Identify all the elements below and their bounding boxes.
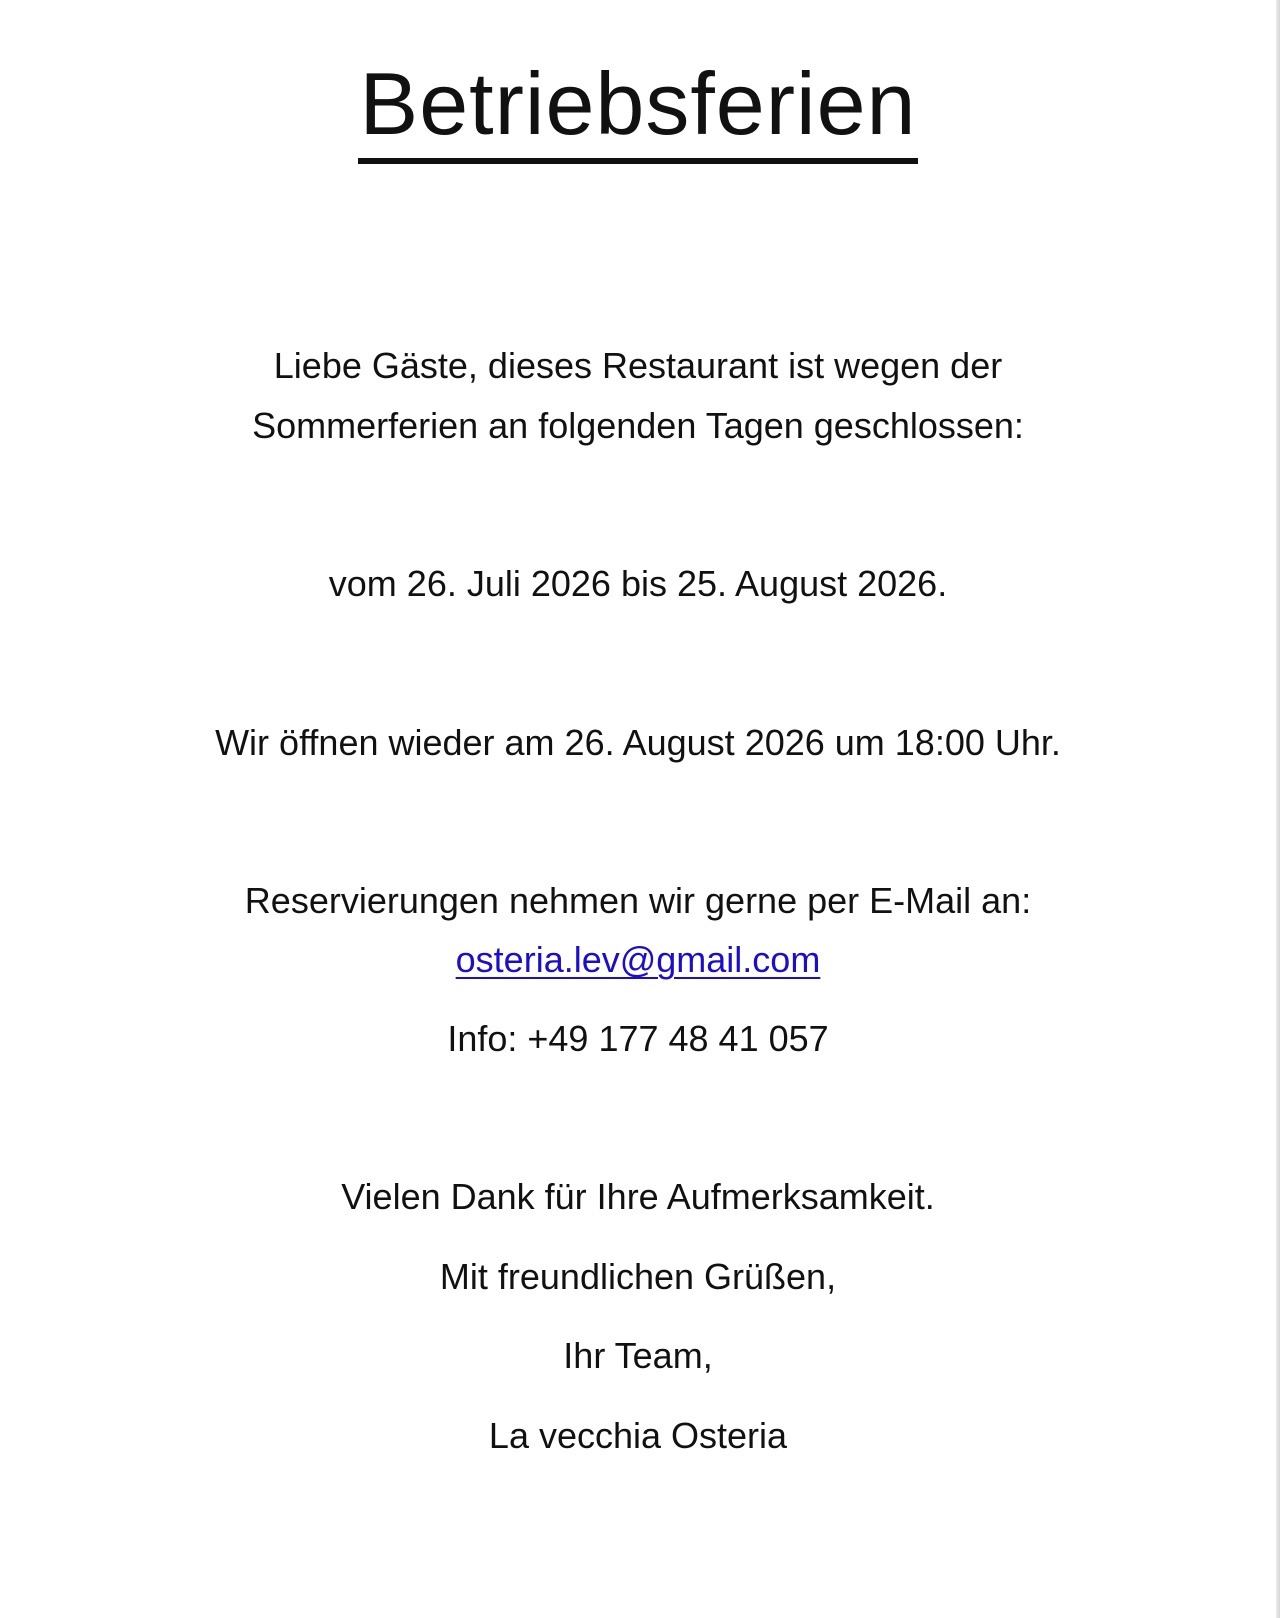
notice-title-text: Betriebsferien [358,60,919,164]
email-link[interactable]: osteria.lev@gmail.com [455,939,821,980]
signature-text: La vecchia Osteria [488,1415,788,1456]
notice-title [0,54,1276,164]
team-text: Ihr Team, [563,1335,713,1376]
closure-dates: vom 26. Juli 2026 bis 25. August 2026. [328,563,948,604]
page-edge [1276,0,1280,1618]
email-line [0,939,1276,980]
intro-line-2: Sommerferien an folgenden Tagen geschlossen: [252,405,1024,446]
thanks-text: Vielen Dank für Ihre Aufmerksamkeit. [341,1176,935,1217]
reservations-text: Reservierungen nehmen wir gerne per E-Mail an: [244,880,1032,921]
regards-text: Mit freundlichen Grüßen, [439,1256,837,1297]
info-phone: Info: +49 177 48 41 057 [447,1018,829,1059]
intro-line-1: Liebe Gäste, dieses Restaurant ist wegen der [273,345,1003,386]
reopen-date: Wir öffnen wieder am 26. August 2026 um 18:00 Uhr. [215,722,1061,763]
